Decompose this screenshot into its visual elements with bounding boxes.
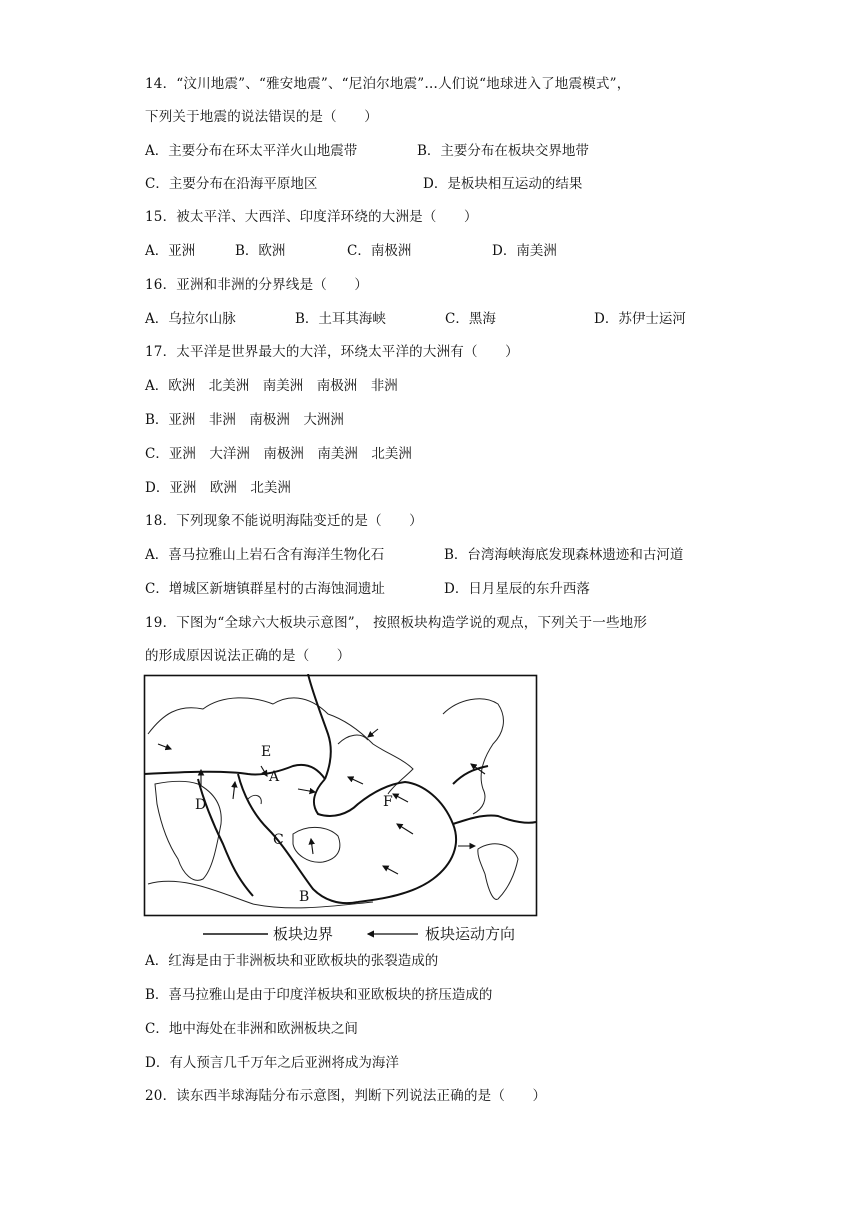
plate-label-e: E (261, 744, 272, 760)
q15-stem: 15．被太平洋、大西洋、印度洋环绕的大洲是（ ） (145, 209, 478, 225)
q18-option-d: D．日月星辰的东升西落 (444, 581, 590, 597)
q16-option-c: C．黑海 (445, 311, 496, 327)
q16-option-b: B．土耳其海峡 (295, 311, 386, 327)
plate-tectonics-map (143, 674, 539, 948)
q14-stem-line2: 下列关于地震的说法错误的是（ ） (145, 109, 378, 125)
plate-label-c: C (273, 832, 284, 848)
q18-option-c: C．增城区新塘镇群星村的古海蚀洞遗址 (145, 581, 385, 597)
q17-option-d: D．亚洲 欧洲 北美洲 (145, 480, 291, 496)
q18-stem: 18．下列现象不能说明海陆变迁的是（ ） (145, 513, 423, 529)
q20-stem: 20．读东西半球海陆分布示意图，判断下列说法正确的是（ ） (145, 1088, 547, 1104)
q19-stem-line1: 19．下图为“全球六大板块示意图”， 按照板块构造学说的观点，下列关于一些地形 (145, 615, 648, 631)
q14-option-b: B．主要分布在板块交界地带 (417, 143, 589, 159)
q15-option-c: C．南极洲 (347, 243, 412, 259)
q16-stem: 16．亚洲和非洲的分界线是（ ） (145, 277, 369, 293)
map-legend (203, 925, 515, 943)
q15-option-b: B．欧洲 (235, 243, 286, 259)
q15-option-a: A．亚洲 (145, 243, 196, 259)
q19-option-b: B．喜马拉雅山是由于印度洋板块和亚欧板块的挤压造成的 (145, 987, 493, 1003)
q17-option-a: A．欧洲 北美洲 南美洲 南极洲 非洲 (145, 378, 398, 394)
legend-motion-label: 板块运动方向 (425, 925, 516, 943)
q17-stem: 17．太平洋是世界最大的大洋，环绕太平洋的大洲有（ ） (145, 344, 519, 360)
plate-label-d: D (195, 797, 207, 813)
q14-option-d: D．是板块相互运动的结果 (423, 176, 583, 192)
q19-stem-line2: 的形成原因说法正确的是（ ） (145, 648, 351, 664)
q14-option-a: A．主要分布在环太平洋火山地震带 (145, 143, 358, 159)
q19-option-d: D．有人预言几千万年之后亚洲将成为海洋 (145, 1055, 399, 1071)
q14-option-c: C．主要分布在沿海平原地区 (145, 176, 318, 192)
q17-option-b: B．亚洲 非洲 南极洲 大洲洲 (145, 412, 344, 428)
plate-label-f: F (383, 794, 393, 810)
q16-option-a: A．乌拉尔山脉 (145, 311, 236, 327)
q15-option-d: D．南美洲 (492, 243, 557, 259)
q14-stem-line1: 14．“汶川地震”、“雅安地震”、“尼泊尔地震”…人们说“地球进入了地震模式”， (145, 76, 631, 92)
plate-label-b: B (299, 889, 310, 905)
q18-option-a: A．喜马拉雅山上岩石含有海洋生物化石 (145, 547, 385, 563)
plate-label-a: A (269, 769, 280, 785)
legend-boundary-label: 板块边界 (273, 925, 334, 943)
q18-option-b: B．台湾海峡海底发现森林遗迹和古河道 (444, 547, 684, 563)
q19-option-c: C．地中海处在非洲和欧洲板块之间 (145, 1021, 358, 1037)
q19-option-a: A．红海是由于非洲板块和亚欧板块的张裂造成的 (145, 953, 439, 969)
q16-option-d: D．苏伊士运河 (594, 311, 686, 327)
q17-option-c: C．亚洲 大洋洲 南极洲 南美洲 北美洲 (145, 446, 412, 462)
